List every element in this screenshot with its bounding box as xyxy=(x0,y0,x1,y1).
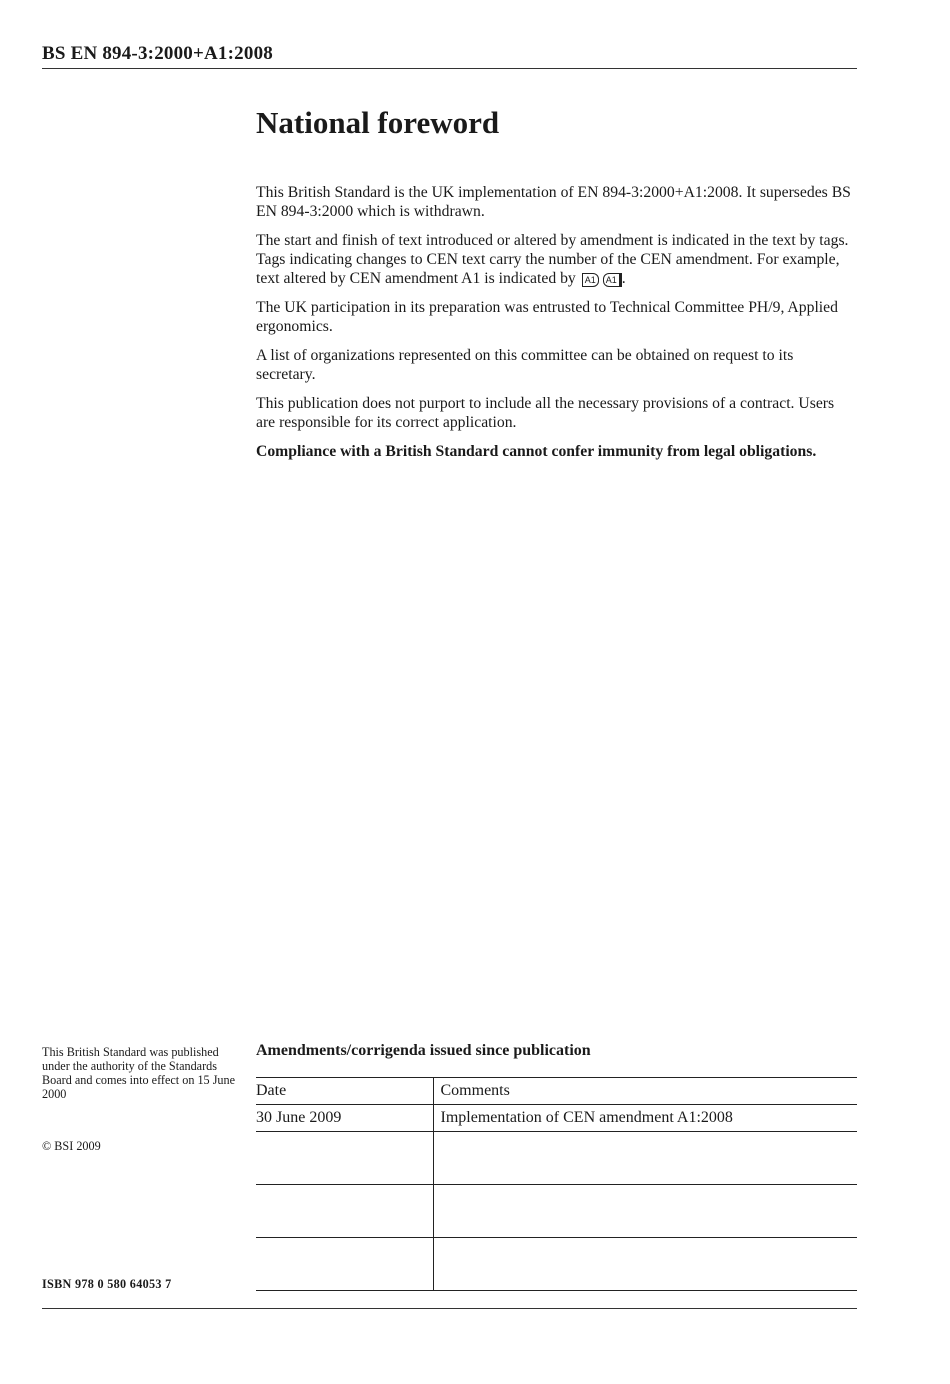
column-header-comments: Comments xyxy=(440,1082,510,1099)
paragraph-amendment-end: . xyxy=(621,270,626,287)
foreword-body xyxy=(256,183,856,461)
paragraph-amendment-text: The start and finish of text introduced or altered by amendment is indicated in the text by tags. Tags indicating changes to CEN text carry the number of the CEN amendment. For example, text altered by CEN amendment A1 is indicated by xyxy=(256,232,849,287)
table-row-empty xyxy=(256,1185,857,1238)
table-header-row xyxy=(256,1078,857,1105)
publication-note: This British Standard was published under the authority of the Standards Board and comes into effect on 15 June 2000 xyxy=(42,1045,236,1101)
row-comment: Implementation of CEN amendment A1:2008 xyxy=(440,1109,733,1126)
amendment-close-tag-icon: A1 xyxy=(603,273,622,287)
amendments-table xyxy=(256,1077,857,1291)
amendment-open-tag-icon: A1 xyxy=(582,273,599,287)
paragraph-provisions: This publication does not purport to include all the necessary provisions of a contract. Users are responsible for its correct application. xyxy=(256,395,835,431)
table-row-empty xyxy=(256,1238,857,1291)
main-column xyxy=(256,100,856,471)
paragraph-committee: The UK participation in its preparation was entrusted to Technical Committee PH/9, Applied ergonomics. xyxy=(256,299,838,335)
table-row-empty xyxy=(256,1132,857,1185)
top-divider xyxy=(42,68,857,69)
copyright: © BSI 2009 xyxy=(42,1139,101,1153)
isbn: ISBN 978 0 580 64053 7 xyxy=(42,1277,172,1291)
page-title: National foreword xyxy=(256,105,500,140)
column-header-date: Date xyxy=(256,1078,433,1105)
row-date: 30 June 2009 xyxy=(256,1105,433,1132)
paragraph-amendment-tags xyxy=(256,231,856,288)
paragraph-compliance: Compliance with a British Standard cannot confer immunity from legal obligations. xyxy=(256,443,817,460)
table-row xyxy=(256,1105,857,1132)
paragraph-organizations: A list of organizations represented on this committee can be obtained on request to its secretary. xyxy=(256,347,794,383)
bottom-divider xyxy=(42,1308,857,1309)
amendments-title: Amendments/corrigenda issued since publication xyxy=(256,1042,591,1059)
document-id: BS EN 894-3:2000+A1:2008 xyxy=(42,43,273,64)
paragraph-implementation: This British Standard is the UK implementation of EN 894-3:2000+A1:2008. It supersedes BS EN 894-3:2000 which is withdrawn. xyxy=(256,184,851,220)
